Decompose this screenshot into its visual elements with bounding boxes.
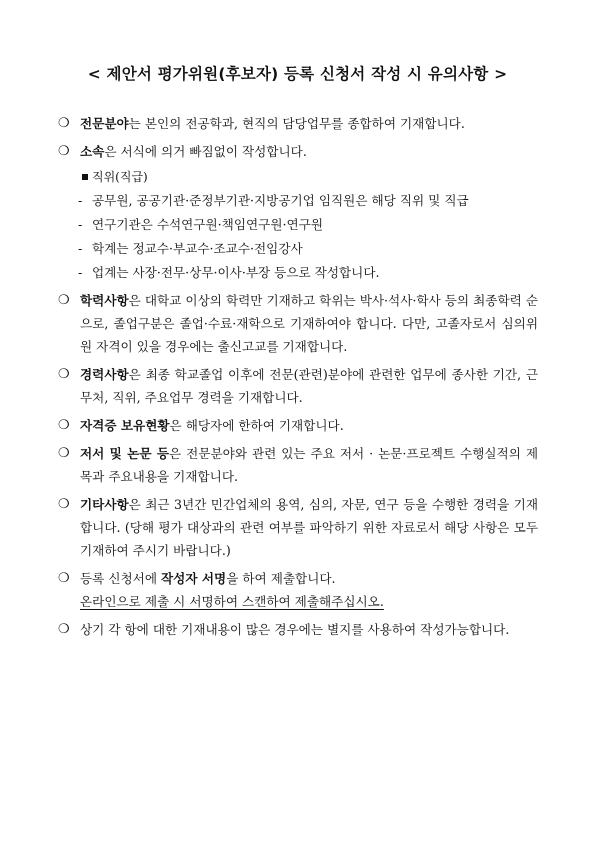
item-text bbox=[80, 414, 538, 437]
sub-line: - 공무원, 공공기관·준정부기관·지방공기업 임직원은 해당 직위 및 직급 bbox=[78, 193, 469, 208]
item-text bbox=[80, 493, 538, 562]
item-prefix: 등록 신청서에 bbox=[80, 571, 161, 586]
bullet-circle-icon: ❍ bbox=[58, 497, 70, 512]
item-description: 은 최종 학교졸업 이후에 전문(관련)분야에 관련한 업무에 종사한 기간, 근무처, 직위, 주요업무 경력을 기재합니다. bbox=[80, 367, 538, 405]
item-text bbox=[80, 618, 538, 641]
bullet-circle-icon: ❍ bbox=[58, 293, 70, 308]
bullet-circle-icon: ❍ bbox=[58, 622, 70, 637]
item-keyword: 기타사항 bbox=[80, 497, 129, 512]
sub-line-text: 업계는 사장·전무·상무·이사·부장 등으로 작성합니다. bbox=[92, 265, 380, 280]
item-text bbox=[80, 567, 538, 590]
sub-heading bbox=[82, 165, 538, 189]
sub-line: - 업계는 사장·전무·상무·이사·부장 등으로 작성합니다. bbox=[78, 265, 380, 280]
item-description: 은 서식에 의거 빠짐없이 작성합니다. bbox=[104, 144, 307, 159]
list-item bbox=[58, 414, 538, 437]
list-item bbox=[58, 493, 538, 562]
bullet-circle-icon: ❍ bbox=[58, 418, 70, 433]
sub-line-text: 학계는 정교수·부교수·조교수·전임강사 bbox=[92, 241, 303, 256]
signature-note-text: 온라인으로 제출 시 서명하여 스캔하여 제출해주십시오. bbox=[80, 594, 384, 609]
item-keyword: 소속 bbox=[80, 144, 105, 159]
item-description: 는 본인의 전공학과, 현직의 담당업무를 종합하여 기재합니다. bbox=[128, 116, 465, 131]
square-bullet-icon bbox=[82, 174, 88, 180]
item-keyword: 작성자 서명 bbox=[161, 571, 227, 586]
list-item bbox=[58, 289, 538, 358]
sub-heading-label: 직위(직급) bbox=[92, 170, 148, 184]
list-item bbox=[58, 140, 538, 163]
item-text bbox=[80, 112, 538, 135]
sub-line: - 연구기관은 수석연구원·책임연구원·연구원 bbox=[78, 217, 323, 232]
list-item bbox=[58, 618, 538, 641]
bullet-circle-icon: ❍ bbox=[58, 571, 70, 586]
item-description: 은 해당자에 한하여 기재합니다. bbox=[169, 418, 344, 433]
list-item bbox=[58, 567, 538, 590]
signature-note bbox=[80, 590, 538, 613]
item-keyword: 경력사항 bbox=[80, 367, 129, 382]
item-text bbox=[80, 442, 538, 488]
sub-line: - 학계는 정교수·부교수·조교수·전임강사 bbox=[78, 241, 303, 256]
item-description: 은 대학교 이상의 학력만 기재하고 학위는 박사·석사·학사 등의 최종학력 순으로, 졸업구분은 졸업·수료·재학으로 기재하여야 합니다. 다만, 고졸자로서 심의위원 자격이 있을 경우에는 출신고교를 기재합니다. bbox=[80, 293, 538, 354]
item-description: 을 하여 제출합니다. bbox=[226, 571, 336, 586]
bullet-circle-icon: ❍ bbox=[58, 367, 70, 382]
item-text bbox=[80, 363, 538, 409]
bullet-circle-icon: ❍ bbox=[58, 446, 70, 461]
item-keyword: 자격증 보유현황 bbox=[80, 418, 170, 433]
bullet-circle-icon: ❍ bbox=[58, 116, 70, 131]
list-item bbox=[58, 112, 538, 135]
item-keyword: 학력사항 bbox=[80, 293, 129, 308]
sub-line-text: 연구기관은 수석연구원·책임연구원·연구원 bbox=[92, 217, 323, 232]
item-description: 은 전문분야와 관련 있는 주요 저서 · 논문·프로젝트 수행실적의 제목과 주요내용을 기재합니다. bbox=[80, 446, 538, 484]
list-item bbox=[58, 442, 538, 488]
item-text bbox=[80, 289, 538, 358]
sub-line-text: 공무원, 공공기관·준정부기관·지방공기업 임직원은 해당 직위 및 직급 bbox=[92, 193, 469, 208]
list-item bbox=[58, 363, 538, 409]
bullet-circle-icon: ❍ bbox=[58, 144, 70, 159]
notes-body bbox=[58, 112, 538, 646]
item-keyword: 전문분야 bbox=[80, 116, 129, 131]
item-text bbox=[80, 140, 538, 163]
item-description: 상기 각 항에 대한 기재내용이 많은 경우에는 별지를 사용하여 작성가능합니다. bbox=[80, 622, 510, 637]
document-title: < 제안서 평가위원(후보자) 등록 신청서 작성 시 유의사항 > bbox=[87, 65, 508, 83]
item-keyword: 저서 및 논문 등 bbox=[80, 446, 170, 461]
item-description: 은 최근 3년간 민간업체의 용역, 심의, 자문, 연구 등을 수행한 경력을 기재합니다. (당해 평가 대상과의 관련 여부를 파악하기 위한 자료로서 해당 사항은 모두 기재하여 주시기 바랍니다.) bbox=[80, 497, 538, 558]
